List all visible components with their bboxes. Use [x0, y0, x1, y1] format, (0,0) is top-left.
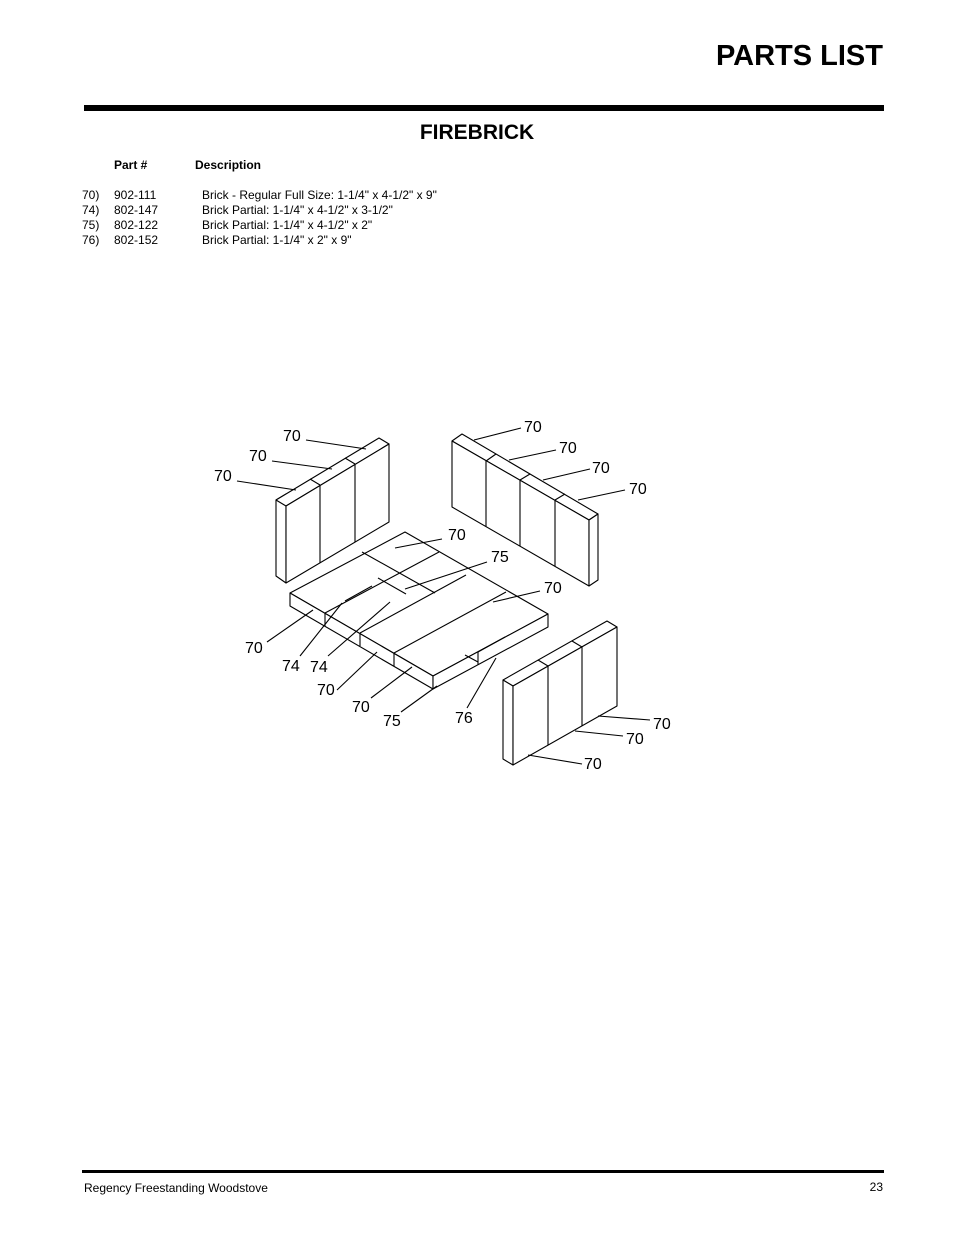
callout-label: 70 [448, 527, 466, 544]
part-number: 902-111 [114, 188, 157, 202]
part-number: 802-147 [114, 203, 159, 217]
section-title: FIREBRICK [419, 121, 535, 144]
part-description: Brick Partial: 1-1/4" x 4-1/2" x 2" [202, 218, 373, 232]
page-title: PARTS LIST [715, 40, 883, 72]
callout-label: 70 [214, 468, 232, 485]
callout-label: 70 [249, 448, 267, 465]
callout-label: 76 [455, 710, 473, 727]
callout-label: 70 [524, 419, 542, 436]
callout-label: 70 [629, 481, 647, 498]
page-number: 23 [869, 1180, 883, 1194]
callout-label: 70 [544, 580, 562, 597]
callout-label: 70 [653, 716, 671, 733]
callout-label: 75 [383, 713, 401, 730]
item-number: 76) [82, 233, 100, 247]
footer-title: Regency Freestanding Woodstove [84, 1181, 268, 1195]
callout-label: 70 [283, 428, 301, 445]
item-number: 75) [82, 218, 100, 232]
part-description: Brick Partial: 1-1/4" x 4-1/2" x 3-1/2" [202, 203, 393, 217]
callout-label: 75 [491, 549, 509, 566]
part-description: Brick - Regular Full Size: 1-1/4" x 4-1/2" x 9" [202, 188, 437, 202]
column-header-part: Part # [114, 158, 148, 172]
part-number: 802-152 [114, 233, 159, 247]
callout-label: 70 [592, 460, 610, 477]
callout-label: 70 [584, 756, 602, 773]
item-number: 70) [82, 188, 100, 202]
part-number: 802-122 [114, 218, 159, 232]
footer-rule [82, 1170, 884, 1173]
callout-label: 74 [310, 659, 328, 676]
callout-label: 74 [282, 658, 300, 675]
callout-label: 70 [352, 699, 370, 716]
column-header-description: Description [195, 158, 262, 172]
callout-label: 70 [626, 731, 644, 748]
callout-label: 70 [559, 440, 577, 457]
callout-label: 70 [245, 640, 263, 657]
callout-label: 70 [317, 682, 335, 699]
item-number: 74) [82, 203, 100, 217]
part-description: Brick Partial: 1-1/4" x 2" x 9" [202, 233, 352, 247]
